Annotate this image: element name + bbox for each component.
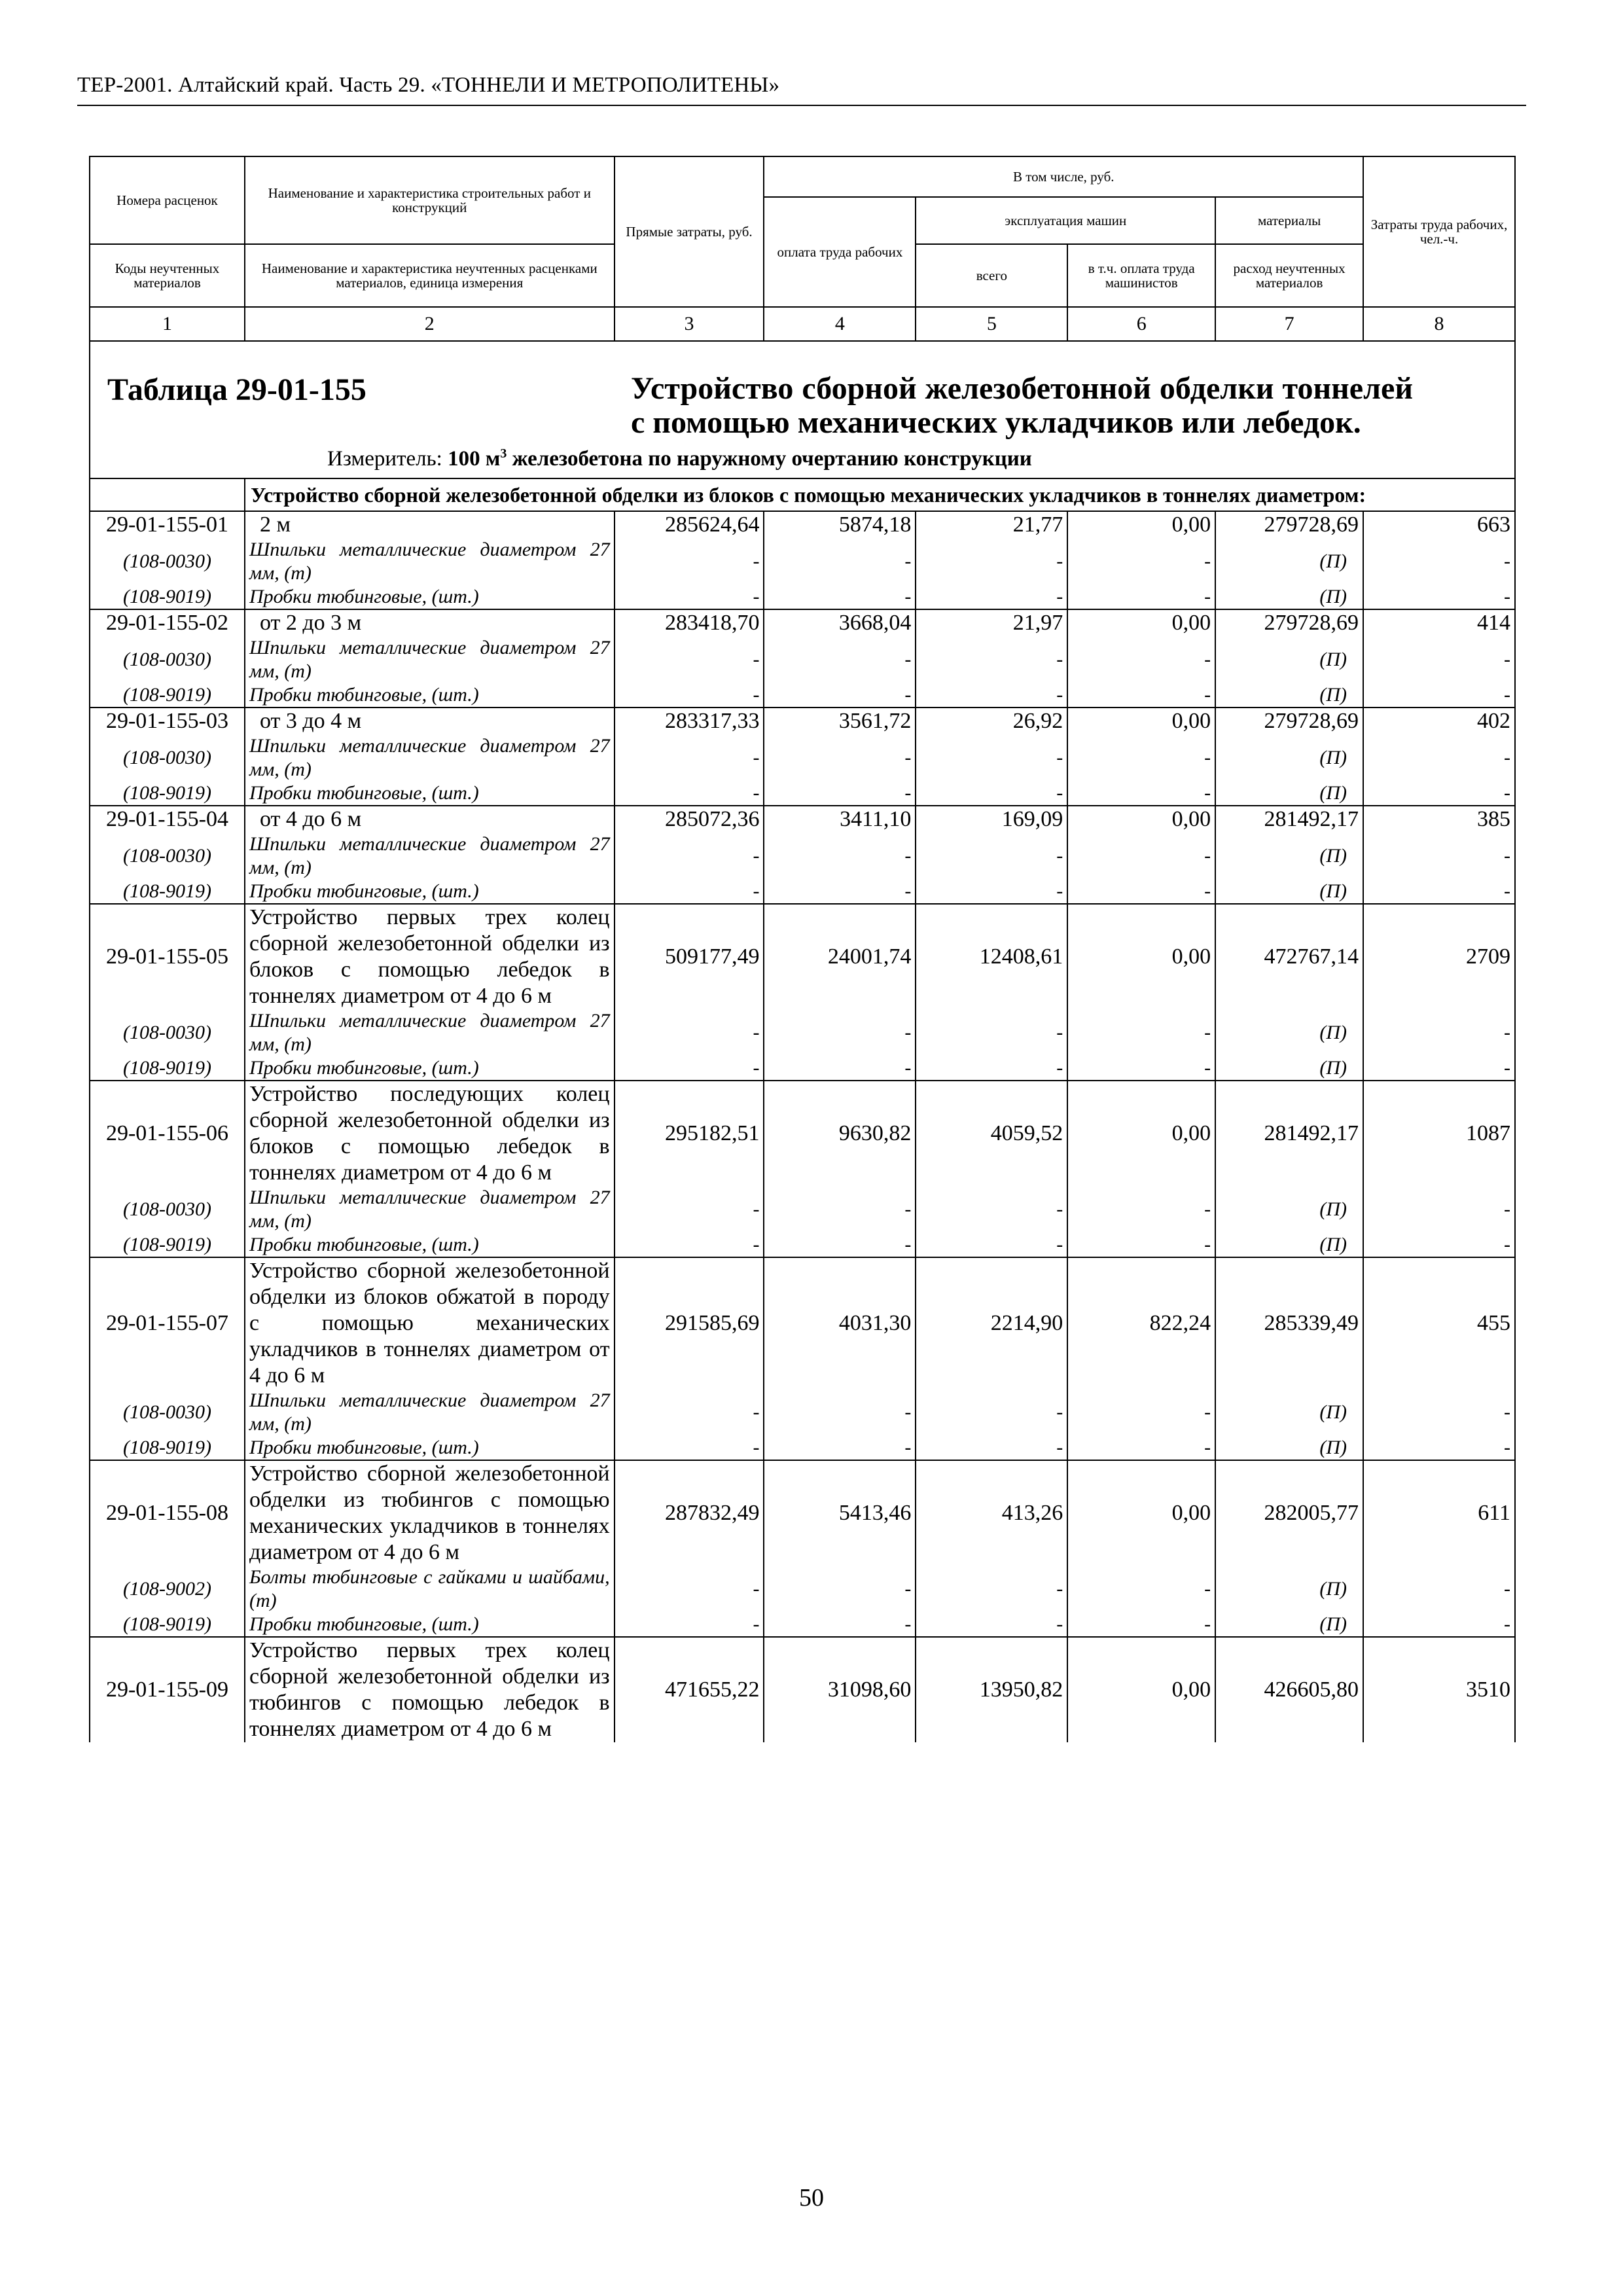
dash-cell: - [615, 1389, 764, 1436]
dash-cell: - [1363, 734, 1515, 781]
colnum-8: 8 [1363, 307, 1515, 341]
material-mark: (П) [1215, 1186, 1363, 1233]
material-row [90, 1389, 1515, 1436]
col-labor: оплата труда рабочих [764, 197, 916, 307]
machinists-cost: 0,00 [1067, 1081, 1215, 1186]
dash-cell: - [764, 1389, 916, 1436]
material-mark: (П) [1215, 734, 1363, 781]
rate-name: Устройство первых трех колец сборной железобетонной обделки из тюбингов с помощью лебедок в тоннелях диаметром от 4 до 6 м [245, 1637, 615, 1742]
material-mark: (П) [1215, 1613, 1363, 1637]
material-row [90, 636, 1515, 683]
dash-cell: - [916, 1186, 1067, 1233]
dash-cell: - [916, 1056, 1067, 1081]
dash-cell: - [615, 1436, 764, 1460]
material-code: (108-9019) [90, 880, 245, 904]
dash-cell: - [1067, 1056, 1215, 1081]
colnum-5: 5 [916, 307, 1067, 341]
dash-cell: - [916, 636, 1067, 683]
dash-cell: - [916, 880, 1067, 904]
dash-cell: - [1363, 683, 1515, 708]
dash-cell: - [615, 1056, 764, 1081]
dash-cell: - [1363, 1186, 1515, 1233]
rate-name: Устройство сборной железобетонной обделки из тюбингов с помощью механических укладчиков в тоннелях диаметром от 4 до 6 м [245, 1460, 615, 1566]
material-name: Шпильки металлические диаметром 27 мм, (т) [245, 1009, 615, 1056]
materials-cost: 281492,17 [1215, 1081, 1363, 1186]
table-label: Таблица 29-01-155 [107, 372, 366, 407]
col-direct: Прямые затраты, руб. [615, 156, 764, 307]
material-row [90, 1436, 1515, 1460]
material-code: (108-9019) [90, 1233, 245, 1257]
machinists-cost: 0,00 [1067, 511, 1215, 538]
material-mark: (П) [1215, 636, 1363, 683]
labor-hours: 414 [1363, 609, 1515, 636]
dash-cell: - [916, 734, 1067, 781]
dash-cell: - [615, 683, 764, 708]
material-name: Пробки тюбинговые, (шт.) [245, 1613, 615, 1637]
machinists-cost: 822,24 [1067, 1257, 1215, 1389]
dash-cell: - [1067, 1233, 1215, 1257]
rate-name: Устройство первых трех колец сборной железобетонной обделки из блоков с помощью лебедок в тоннелях диаметром от 4 до 6 м [245, 904, 615, 1009]
direct-cost: 471655,22 [615, 1637, 764, 1742]
rate-code: 29-01-155-09 [90, 1637, 245, 1742]
rate-name: от 2 до 3 м [245, 609, 615, 636]
material-row [90, 833, 1515, 880]
rate-code: 29-01-155-07 [90, 1257, 245, 1389]
dash-cell: - [764, 1566, 916, 1613]
dash-cell: - [1363, 636, 1515, 683]
materials-cost: 281492,17 [1215, 806, 1363, 833]
material-code: (108-9019) [90, 1056, 245, 1081]
dash-cell: - [764, 1613, 916, 1637]
rate-code: 29-01-155-08 [90, 1460, 245, 1566]
meter-line [327, 446, 1501, 471]
col-mat-usage: расход неучтенных материалов [1215, 244, 1363, 307]
direct-cost: 287832,49 [615, 1460, 764, 1566]
material-name: Шпильки металлические диаметром 27 мм, (т) [245, 538, 615, 585]
rate-name: от 4 до 6 м [245, 806, 615, 833]
machines-total: 13950,82 [916, 1637, 1067, 1742]
dash-cell: - [764, 1009, 916, 1056]
rate-name: Устройство последующих колец сборной железобетонной обделки из блоков с помощью лебедок в тоннелях диаметром от 4 до 6 м [245, 1081, 615, 1186]
rate-code: 29-01-155-02 [90, 609, 245, 636]
dash-cell: - [1363, 1566, 1515, 1613]
dash-cell: - [1067, 833, 1215, 880]
rate-name: от 3 до 4 м [245, 708, 615, 734]
dash-cell: - [1363, 880, 1515, 904]
material-code: (108-0030) [90, 636, 245, 683]
dash-cell: - [1067, 636, 1215, 683]
material-name: Болты тюбинговые с гайками и шайбами, (т) [245, 1566, 615, 1613]
dash-cell: - [1363, 538, 1515, 585]
direct-cost: 295182,51 [615, 1081, 764, 1186]
dash-cell: - [615, 1613, 764, 1637]
dash-cell: - [764, 734, 916, 781]
direct-cost: 509177,49 [615, 904, 764, 1009]
material-row [90, 1186, 1515, 1233]
col-including: В том числе, руб. [764, 156, 1363, 197]
dash-cell: - [764, 833, 916, 880]
labor-hours: 1087 [1363, 1081, 1515, 1186]
materials-cost: 472767,14 [1215, 904, 1363, 1009]
material-mark: (П) [1215, 781, 1363, 806]
table-header-block [90, 341, 1515, 478]
material-row [90, 1566, 1515, 1613]
dash-cell: - [1363, 1613, 1515, 1637]
dash-cell: - [615, 538, 764, 585]
material-mark: (П) [1215, 1566, 1363, 1613]
material-name: Пробки тюбинговые, (шт.) [245, 1436, 615, 1460]
material-code: (108-9019) [90, 1436, 245, 1460]
material-code: (108-0030) [90, 734, 245, 781]
material-name: Шпильки металлические диаметром 27 мм, (т) [245, 1186, 615, 1233]
machinists-cost: 0,00 [1067, 1637, 1215, 1742]
labor-hours: 2709 [1363, 904, 1515, 1009]
rate-code: 29-01-155-05 [90, 904, 245, 1009]
table-row [90, 1081, 1515, 1186]
labor-cost: 4031,30 [764, 1257, 916, 1389]
material-mark: (П) [1215, 1009, 1363, 1056]
labor-cost: 3561,72 [764, 708, 916, 734]
material-row [90, 683, 1515, 708]
dash-cell: - [1363, 585, 1515, 609]
page-header: ТЕР-2001. Алтайский край. Часть 29. «ТОННЕЛИ И МЕТРОПОЛИТЕНЫ» [77, 73, 780, 97]
labor-cost: 31098,60 [764, 1637, 916, 1742]
materials-cost: 279728,69 [1215, 511, 1363, 538]
dash-cell: - [1363, 1009, 1515, 1056]
machinists-cost: 0,00 [1067, 609, 1215, 636]
material-row [90, 585, 1515, 609]
material-name: Пробки тюбинговые, (шт.) [245, 1056, 615, 1081]
material-mark: (П) [1215, 1436, 1363, 1460]
table-row [90, 609, 1515, 636]
dash-cell: - [764, 1186, 916, 1233]
dash-cell: - [764, 1056, 916, 1081]
rate-code: 29-01-155-04 [90, 806, 245, 833]
material-code: (108-9002) [90, 1566, 245, 1613]
section-title: Устройство сборной железобетонной обделки из блоков с помощью механических укладчиков в тоннелях диаметром: [245, 478, 1515, 511]
header-rule [77, 105, 1526, 106]
table-row [90, 1257, 1515, 1389]
dash-cell: - [1363, 781, 1515, 806]
dash-cell: - [615, 833, 764, 880]
material-row [90, 1613, 1515, 1637]
colnum-2: 2 [245, 307, 615, 341]
material-name: Пробки тюбинговые, (шт.) [245, 683, 615, 708]
direct-cost: 285624,64 [615, 511, 764, 538]
material-code: (108-0030) [90, 538, 245, 585]
material-code: (108-0030) [90, 1389, 245, 1436]
meter-value: 100 м [448, 447, 501, 471]
labor-cost: 3668,04 [764, 609, 916, 636]
machinists-cost: 0,00 [1067, 708, 1215, 734]
dash-cell: - [1067, 1436, 1215, 1460]
material-row [90, 1233, 1515, 1257]
dash-cell: - [916, 1613, 1067, 1637]
page-number: 50 [799, 2184, 824, 2212]
dash-cell: - [1067, 1186, 1215, 1233]
dash-cell: - [615, 1233, 764, 1257]
dash-cell: - [1067, 880, 1215, 904]
material-row [90, 880, 1515, 904]
dash-cell: - [764, 538, 916, 585]
dash-cell: - [1363, 1233, 1515, 1257]
dash-cell: - [1067, 1566, 1215, 1613]
table-row [90, 904, 1515, 1009]
material-code: (108-9019) [90, 683, 245, 708]
material-name: Шпильки металлические диаметром 27 мм, (т) [245, 636, 615, 683]
materials-cost: 279728,69 [1215, 708, 1363, 734]
dash-cell: - [916, 1436, 1067, 1460]
materials-cost: 282005,77 [1215, 1460, 1363, 1566]
material-name: Шпильки металлические диаметром 27 мм, (т) [245, 833, 615, 880]
col-mat-codes: Коды неучтенных материалов [90, 244, 245, 307]
materials-cost: 279728,69 [1215, 609, 1363, 636]
labor-cost: 3411,10 [764, 806, 916, 833]
dash-cell: - [916, 538, 1067, 585]
table-row [90, 511, 1515, 538]
col-materials: материалы [1215, 197, 1363, 244]
dash-cell: - [916, 1566, 1067, 1613]
machines-total: 169,09 [916, 806, 1067, 833]
col-mat-names: Наименование и характеристика неучтенных расценками материалов, единица измерения [245, 244, 615, 307]
dash-cell: - [916, 833, 1067, 880]
table-row [90, 806, 1515, 833]
dash-cell: - [764, 683, 916, 708]
dash-cell: - [1067, 1613, 1215, 1637]
dash-cell: - [1067, 781, 1215, 806]
machinists-cost: 0,00 [1067, 806, 1215, 833]
dash-cell: - [916, 1389, 1067, 1436]
dash-cell: - [615, 734, 764, 781]
rate-code: 29-01-155-01 [90, 511, 245, 538]
dash-cell: - [1067, 734, 1215, 781]
meter-rest: железобетона по наружному очертанию конструкции [512, 447, 1032, 471]
dash-cell: - [764, 880, 916, 904]
dash-cell: - [1363, 1056, 1515, 1081]
col-labor-hours: Затраты труда рабочих, чел.-ч. [1363, 156, 1515, 307]
materials-cost: 426605,80 [1215, 1637, 1363, 1742]
material-mark: (П) [1215, 585, 1363, 609]
material-mark: (П) [1215, 1056, 1363, 1081]
labor-cost: 5413,46 [764, 1460, 916, 1566]
dash-cell: - [764, 636, 916, 683]
table-row [90, 708, 1515, 734]
direct-cost: 283317,33 [615, 708, 764, 734]
machines-total: 4059,52 [916, 1081, 1067, 1186]
dash-cell: - [1363, 833, 1515, 880]
dash-cell: - [615, 1186, 764, 1233]
material-code: (108-9019) [90, 781, 245, 806]
colnum-6: 6 [1067, 307, 1215, 341]
table-title: Устройство сборной железобетонной обделки тоннелей с помощью механических укладчиков или лебедок. [631, 371, 1413, 440]
col-rates-no: Номера расценок [90, 156, 245, 244]
dash-cell: - [764, 1436, 916, 1460]
dash-cell: - [615, 636, 764, 683]
material-code: (108-0030) [90, 1009, 245, 1056]
dash-cell: - [615, 880, 764, 904]
dash-cell: - [916, 1009, 1067, 1056]
dash-cell: - [916, 585, 1067, 609]
material-name: Шпильки металлические диаметром 27 мм, (т) [245, 734, 615, 781]
dash-cell: - [615, 1566, 764, 1613]
material-mark: (П) [1215, 538, 1363, 585]
labor-hours: 663 [1363, 511, 1515, 538]
col-machines: эксплуатация машин [916, 197, 1215, 244]
material-code: (108-0030) [90, 833, 245, 880]
dash-cell: - [615, 1009, 764, 1056]
colnum-1: 1 [90, 307, 245, 341]
col-incl-machinists: в т.ч. оплата труда машинистов [1067, 244, 1215, 307]
rate-code: 29-01-155-06 [90, 1081, 245, 1186]
col-work-name: Наименование и характеристика строительных работ и конструкций [245, 156, 615, 244]
material-row [90, 781, 1515, 806]
machines-total: 413,26 [916, 1460, 1067, 1566]
dash-cell: - [764, 1233, 916, 1257]
labor-cost: 9630,82 [764, 1081, 916, 1186]
meter-sup: 3 [500, 446, 507, 461]
dash-cell: - [1067, 1389, 1215, 1436]
labor-hours: 611 [1363, 1460, 1515, 1566]
machinists-cost: 0,00 [1067, 1460, 1215, 1566]
material-mark: (П) [1215, 683, 1363, 708]
rate-name: 2 м [245, 511, 615, 538]
dash-cell: - [615, 781, 764, 806]
colnum-4: 4 [764, 307, 916, 341]
dash-cell: - [1067, 683, 1215, 708]
direct-cost: 283418,70 [615, 609, 764, 636]
material-mark: (П) [1215, 880, 1363, 904]
labor-cost: 24001,74 [764, 904, 916, 1009]
direct-cost: 285072,36 [615, 806, 764, 833]
material-mark: (П) [1215, 1389, 1363, 1436]
machines-total: 26,92 [916, 708, 1067, 734]
material-name: Пробки тюбинговые, (шт.) [245, 781, 615, 806]
meter-prefix: Измеритель: [327, 447, 442, 471]
labor-cost: 5874,18 [764, 511, 916, 538]
dash-cell: - [1363, 1436, 1515, 1460]
material-code: (108-0030) [90, 1186, 245, 1233]
rate-name: Устройство сборной железобетонной обделки из блоков обжатой в породу с помощью механических укладчиков в тоннелях диаметром от 4 до 6 м [245, 1257, 615, 1389]
material-mark: (П) [1215, 1233, 1363, 1257]
material-row [90, 1009, 1515, 1056]
material-name: Пробки тюбинговые, (шт.) [245, 585, 615, 609]
machines-total: 21,77 [916, 511, 1067, 538]
material-row [90, 1056, 1515, 1081]
labor-hours: 385 [1363, 806, 1515, 833]
material-row [90, 538, 1515, 585]
material-code: (108-9019) [90, 585, 245, 609]
dash-cell: - [1067, 585, 1215, 609]
col-total: всего [916, 244, 1067, 307]
machines-total: 21,97 [916, 609, 1067, 636]
labor-hours: 3510 [1363, 1637, 1515, 1742]
material-row [90, 734, 1515, 781]
dash-cell: - [916, 683, 1067, 708]
labor-hours: 402 [1363, 708, 1515, 734]
material-name: Пробки тюбинговые, (шт.) [245, 880, 615, 904]
dash-cell: - [764, 781, 916, 806]
dash-cell: - [916, 1233, 1067, 1257]
material-name: Шпильки металлические диаметром 27 мм, (т) [245, 1389, 615, 1436]
table-row [90, 1460, 1515, 1566]
machinists-cost: 0,00 [1067, 904, 1215, 1009]
dash-cell: - [1363, 1389, 1515, 1436]
dash-cell: - [764, 585, 916, 609]
labor-hours: 455 [1363, 1257, 1515, 1389]
rates-table [89, 156, 1516, 1742]
material-name: Пробки тюбинговые, (шт.) [245, 1233, 615, 1257]
material-code: (108-9019) [90, 1613, 245, 1637]
materials-cost: 285339,49 [1215, 1257, 1363, 1389]
machines-total: 2214,90 [916, 1257, 1067, 1389]
material-mark: (П) [1215, 833, 1363, 880]
rate-code: 29-01-155-03 [90, 708, 245, 734]
machines-total: 12408,61 [916, 904, 1067, 1009]
colnum-3: 3 [615, 307, 764, 341]
dash-cell: - [615, 585, 764, 609]
dash-cell: - [1067, 1009, 1215, 1056]
dash-cell: - [1067, 538, 1215, 585]
dash-cell: - [916, 781, 1067, 806]
colnum-7: 7 [1215, 307, 1363, 341]
table-row [90, 1637, 1515, 1742]
direct-cost: 291585,69 [615, 1257, 764, 1389]
